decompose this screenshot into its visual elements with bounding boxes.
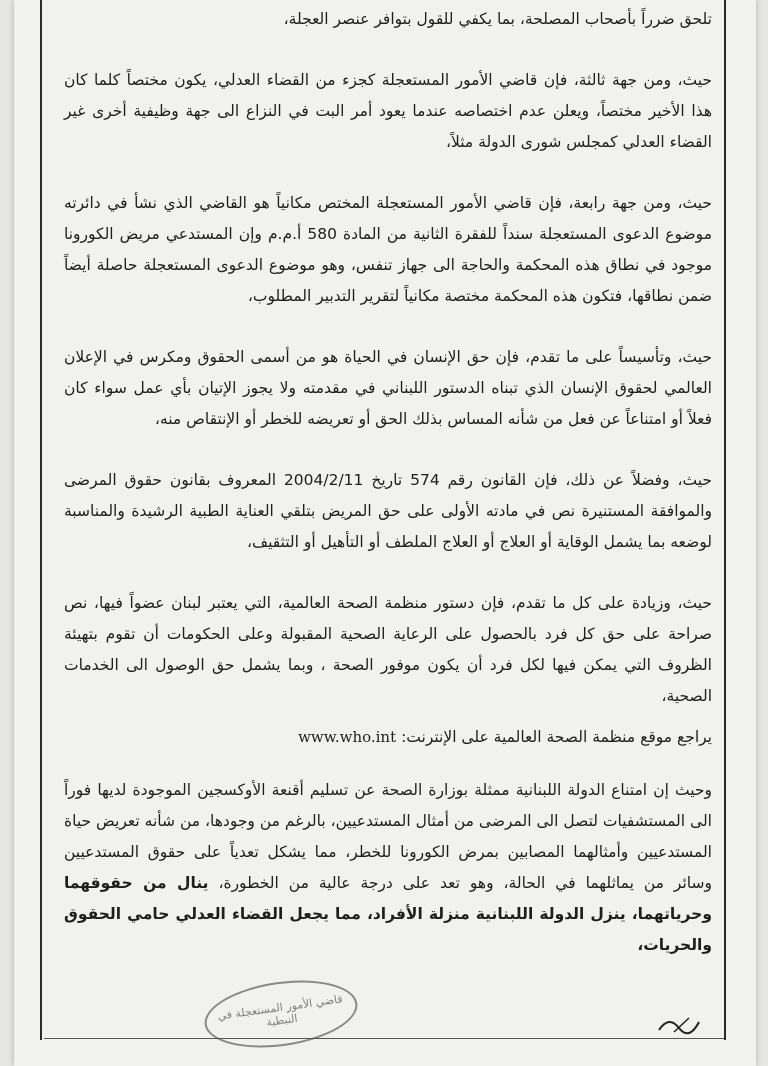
signature-mark	[654, 1010, 704, 1040]
document-body	[64, 4, 712, 991]
reference-url: www.who.int	[298, 728, 397, 746]
paragraph-1: تلحق ضرراً بأصحاب المصلحة، بما يكفي للقول بتوافر عنصر العجلة،	[283, 10, 712, 28]
paragraph-5: حيث، وفضلاً عن ذلك، فإن القانون رقم 574 تاريخ 2004/2/11 المعروف بقانون حقوق المرضى والموافقة المستنيرة نص في مادته الأولى على حق المريض بتلقي العناية الطبية الرشيدة والمناسبة لوضعه بما يشمل الوقاية أو العلاج أو العلاج الملطف أو التأهيل أو التثقيف،	[64, 471, 712, 551]
paragraph-3: حيث، ومن جهة رابعة، فإن قاضي الأمور المستعجلة المختص مكانياً هو القاضي الذي نشأ في دائرته موضوع الدعوى المستعجلة سنداً للفقرة الثانية من المادة 580 أ.م.م وإن المستدعي مريض الكورونا موجود في نطاق هذه المحكمة والحاجة الى جهاز تنفس، وهو موضوع الدعوى المستعجلة حاصلة أيضاً ضمن نطاقها، فتكون هذه المحكمة مختصة مكانياً لتقرير التدبير المطلوب،	[64, 194, 712, 305]
page-border-left	[40, 0, 42, 1040]
stamp-text: قاضي الأمور المستعجلة في النبطية	[216, 992, 344, 1030]
document-page	[14, 0, 756, 1066]
paragraph-4: حيث، وتأسيساً على ما تقدم، فإن حق الإنسان في الحياة هو من أسمى الحقوق ومكرس في الإعلان العالمي لحقوق الإنسان الذي تبناه الدستور اللبناني في مقدمته ولا يجوز الإتيان بأي عمل سواء كان فعلاً أو امتناعاً عن فعل من شأنه المساس بذلك الحق أو تعريضه للخطر أو الإنتقاص منه،	[64, 348, 712, 428]
paragraph-2: حيث، ومن جهة ثالثة، فإن قاضي الأمور المستعجلة كجزء من القضاء العدلي، يكون مختصاً كلما كان هذا الأخير مختصاً، ويعلن عدم اختصاصه عندما يعود أمر البت في النزاع الى جهة وظيفية أخرى غير القضاء العدلي كمجلس شورى الدولة مثلاً،	[64, 71, 712, 151]
final-paragraph-bold: ينال من حقوقهما وحرياتهما، ينزل الدولة اللبنانية منزلة الأفراد، مما يجعل القضاء العدلي حامي الحقوق والحريات،	[64, 874, 712, 954]
bottom-rule	[44, 1038, 724, 1039]
paragraph-6: حيث، وزيادة على كل ما تقدم، فإن دستور منظمة الصحة العالمية، التي يعتبر لبنان عضواً فيها، نص صراحة على حق كل فرد بالحصول على الرعاية الصحية المقبولة وعلى الحكومات أن تقوم بتهيئة الظروف التي يمكن فيها لكل فرد أن يكون موفور الصحة ، وبما يشمل حق الوصول الى الخدمات الصحية،	[64, 594, 712, 705]
reference-line	[64, 722, 712, 753]
final-paragraph-regular: وحيث إن امتناع الدولة اللبنانية ممثلة بوزارة الصحة عن تسليم أقنعة الأوكسجين الموجودة لديها فوراً الى المستشفيات لتصل الى المرضى من أمثال المستدعيين، بالرغم من وجودها، من شأنه تعريض حياة المستدعيين وأمثالهما المصابين بمرض الكورونا للخطر، مما يشكل تعدياً على حقوق المستدعيين وسائر من يماثلهما في الحالة، وهو تعد على درجة عالية من الخطورة،	[64, 781, 712, 892]
paragraph-final	[64, 775, 712, 961]
page-border-right	[724, 0, 726, 1040]
reference-text: يراجع موقع منظمة الصحة العالمية على الإنترنت:	[401, 728, 712, 746]
